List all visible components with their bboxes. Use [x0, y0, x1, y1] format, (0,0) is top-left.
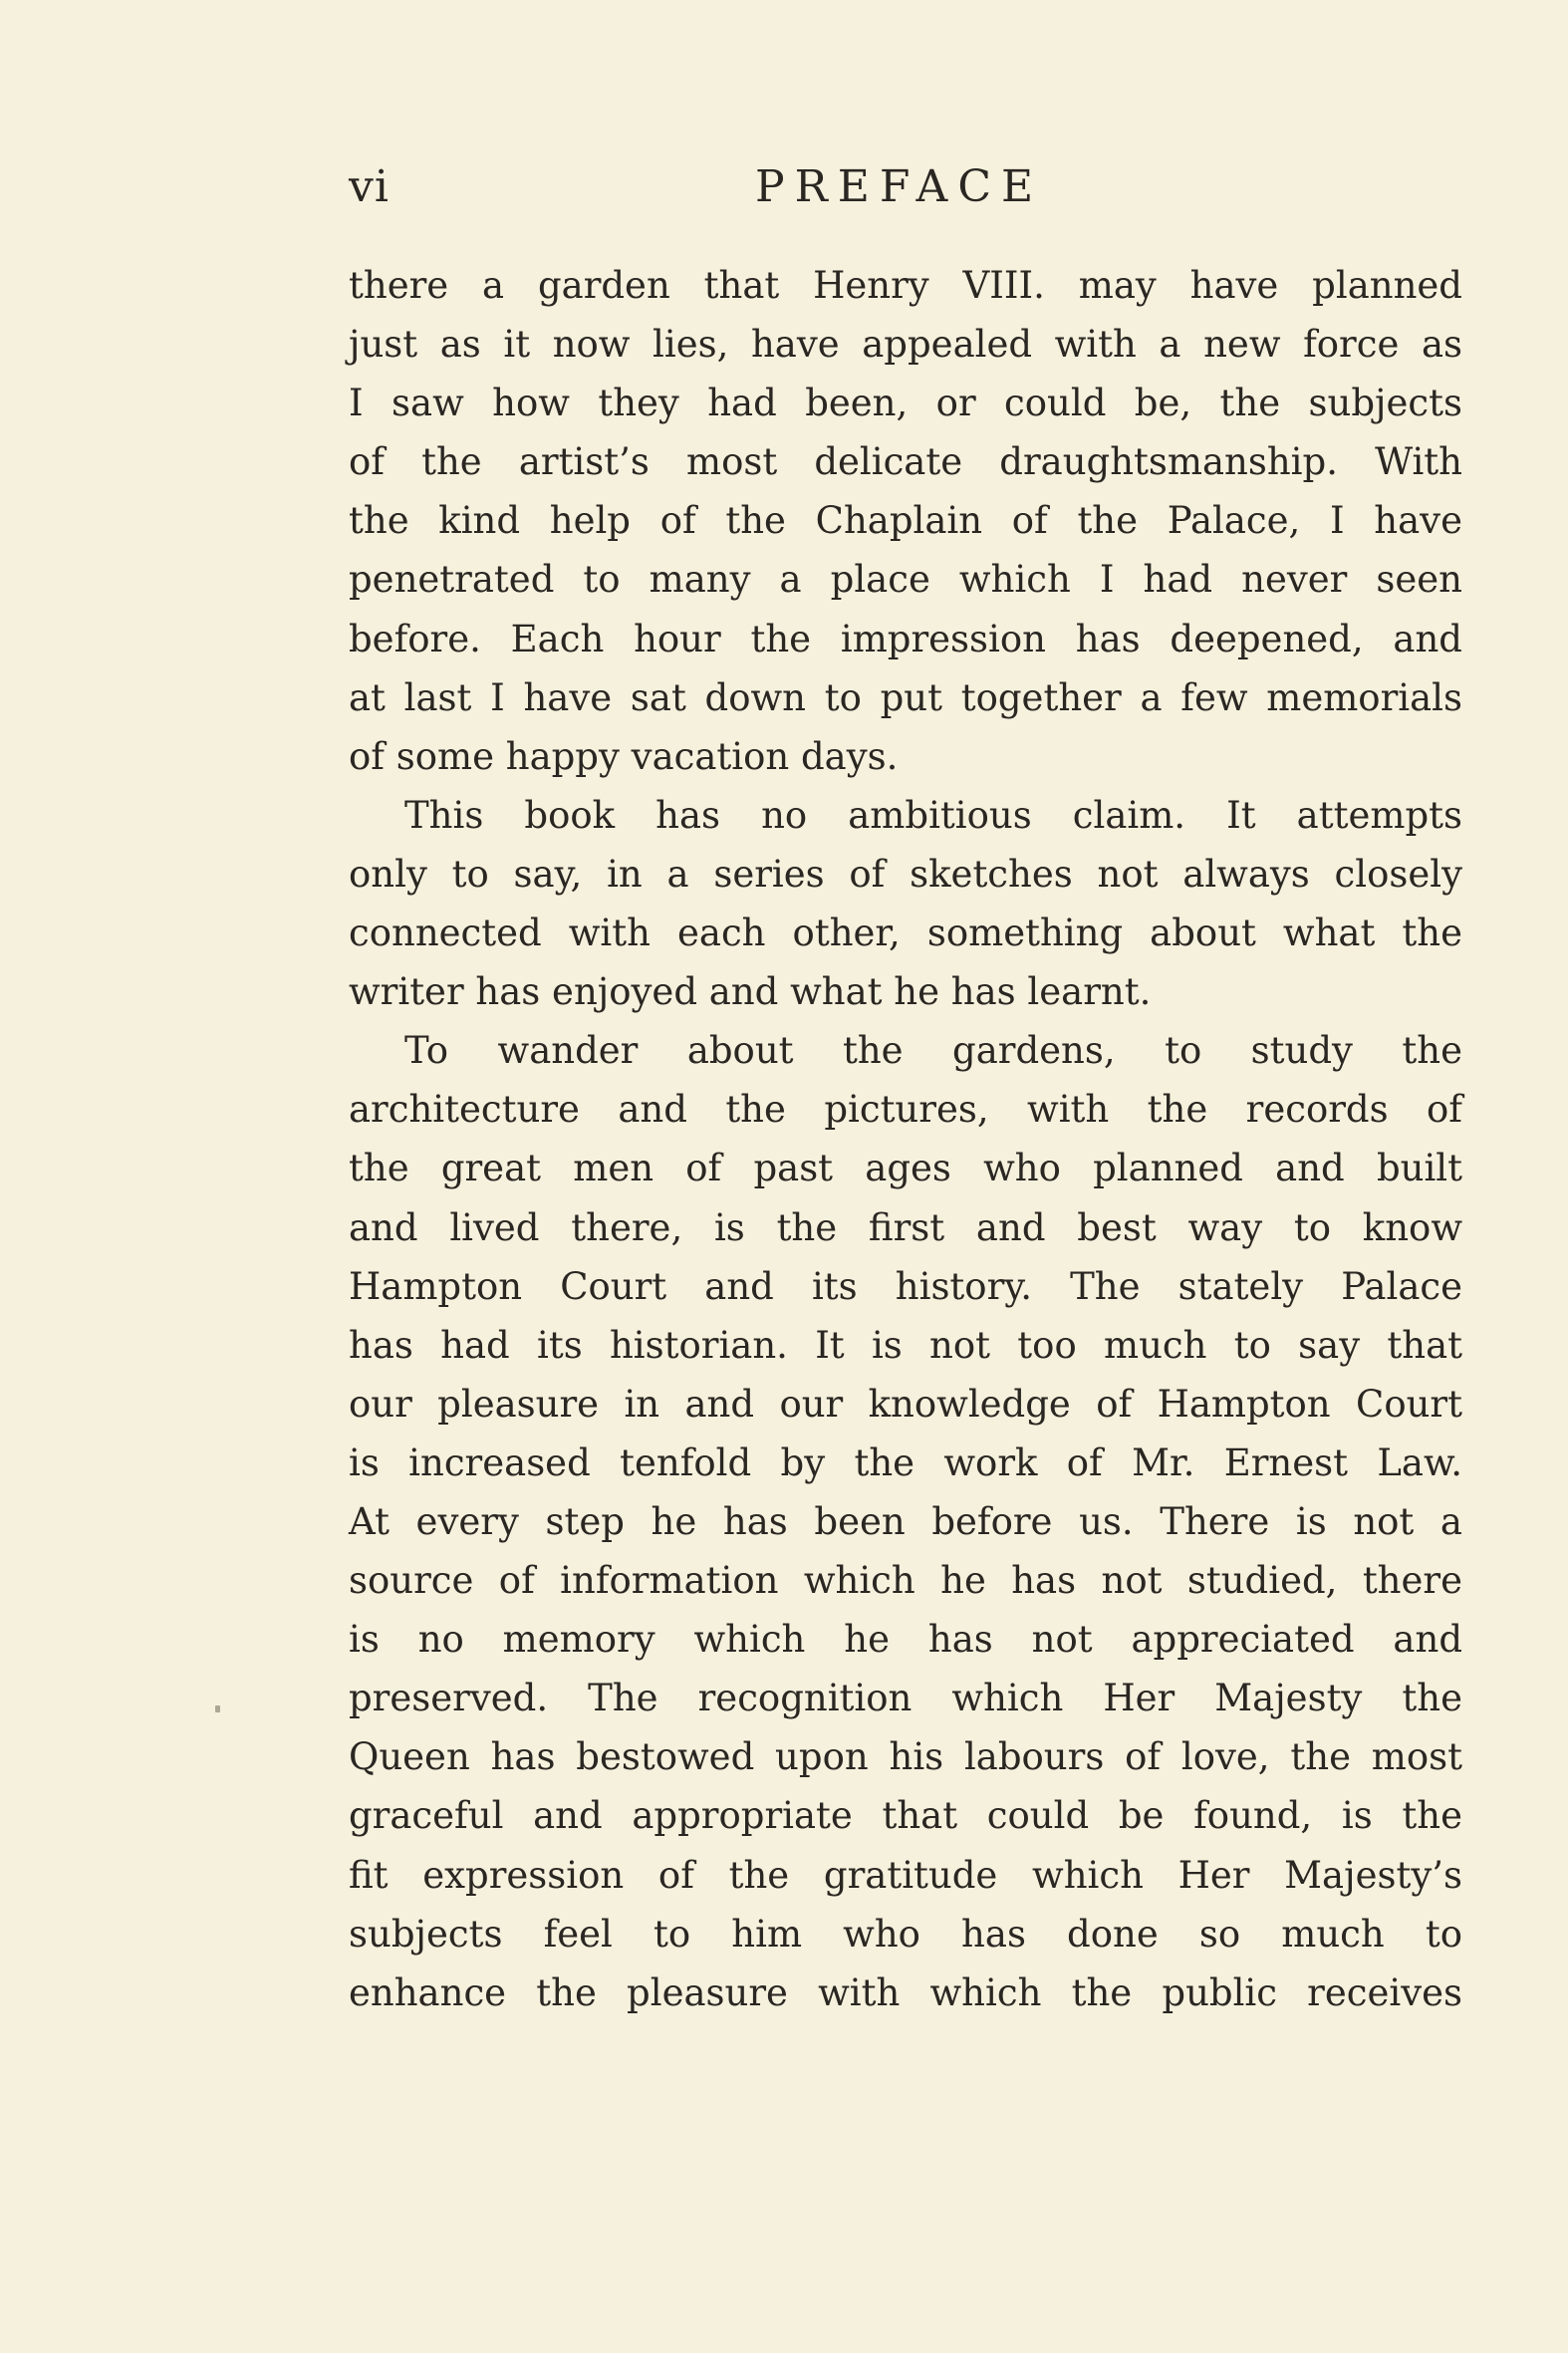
text-line: subjects feel to him who has done so much to	[349, 1912, 1462, 1956]
text-line: source of information which he has not studied, there	[349, 1559, 1462, 1603]
text-line: the kind help of the Chaplain of the Palace, I have	[349, 499, 1462, 543]
text-line: fit expression of the gratitude which Her Majesty’s	[349, 1853, 1462, 1897]
page-number: vi	[349, 161, 390, 212]
text-line: This book has no ambitious claim. It attempts	[404, 793, 1462, 837]
text-line: of the artist’s most delicate draughtsmanship. With	[349, 440, 1462, 484]
text-line: graceful and appropriate that could be found, is the	[349, 1794, 1462, 1838]
text-line: architecture and the pictures, with the records of	[349, 1088, 1462, 1132]
text-line: penetrated to many a place which I had never seen	[349, 558, 1462, 602]
text-line: only to say, in a series of sketches not always closely	[349, 852, 1462, 896]
text-line: Hampton Court and its history. The stately Palace	[349, 1264, 1462, 1308]
text-line: there a garden that Henry VIII. may have planned	[349, 264, 1462, 307]
margin-mark	[215, 1705, 220, 1712]
text-line: enhance the pleasure with which the public receives	[349, 1970, 1462, 2014]
text-line: at last I have sat down to put together a few memorials	[349, 675, 1462, 719]
text-line: our pleasure in and our knowledge of Hampton Court	[349, 1382, 1462, 1426]
text-line: the great men of past ages who planned and built	[349, 1147, 1462, 1190]
text-line: has had its historian. It is not too much to say that	[349, 1323, 1462, 1367]
text-line: and lived there, is the first and best way to know	[349, 1205, 1462, 1249]
text-line: connected with each other, something about what the	[349, 912, 1462, 955]
text-line: At every step he has been before us. There is not a	[349, 1499, 1462, 1543]
text-line: before. Each hour the impression has deepened, and	[349, 617, 1462, 660]
text-line: is no memory which he has not appreciated and	[349, 1618, 1462, 1662]
text-line: writer has enjoyed and what he has learnt.	[349, 970, 1152, 1014]
text-line: To wander about the gardens, to study the	[404, 1029, 1462, 1073]
body-text	[349, 256, 1462, 2022]
text-line: of some happy vacation days.	[349, 734, 899, 778]
page-header	[349, 161, 1464, 221]
text-line: I saw how they had been, or could be, the subjects	[349, 382, 1462, 425]
text-line: preserved. The recognition which Her Majesty the	[349, 1677, 1462, 1720]
running-head-title: PREFACE	[755, 161, 1044, 212]
text-line: Queen has bestowed upon his labours of love, the most	[349, 1735, 1462, 1779]
text-line: is increased tenfold by the work of Mr. Ernest Law.	[349, 1440, 1462, 1484]
text-line: just as it now lies, have appealed with a new force as	[349, 323, 1462, 367]
